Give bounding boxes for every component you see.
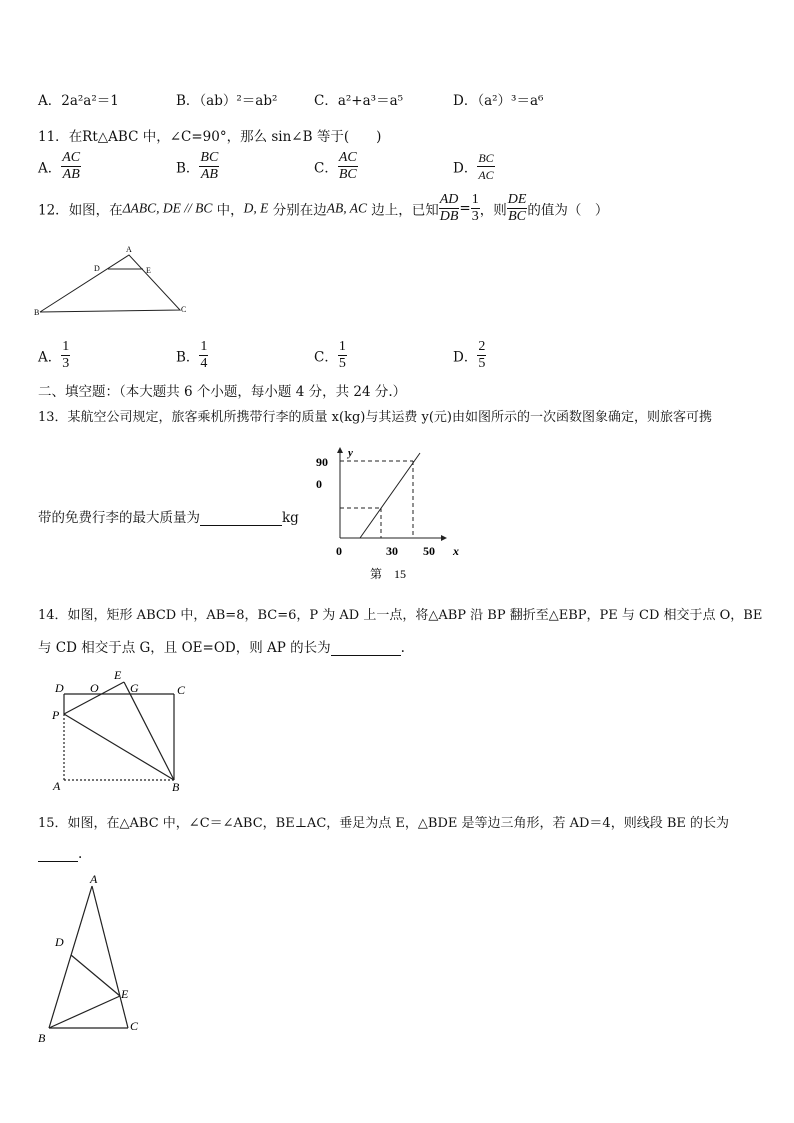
q15-label-b: B [38,1031,46,1045]
q13-x-tick-50: 50 [423,544,435,558]
q14-line1: 14．如图，矩形 ABCD 中，AB=8，BC=6，P 为 AD 上一点，将△ABP 沿 BP 翻折至△EBP，PE 与 CD 相交于点 O，BE [38,608,763,623]
q15-line1: 15．如图，在△ABC 中，∠C＝∠ABC，BE⊥AC，垂足为点 E，△BDE 是等边三角形，若 AD＝4，则线段 BE 的长为 [38,816,730,831]
q12-option-d: D． $\frac{2}{5}$ [453,339,486,371]
q14-label-a: A [53,779,61,793]
q13-x-tick-30: 30 [386,544,398,558]
q11-option-a: A． $\frac{AC}{AB}$ [38,150,81,182]
q15-label-e: E [121,987,129,1001]
q14-answer-blank [331,641,401,656]
q14-line2: 与 CD 相交于点 G，且 OE=OD，则 AP 的长为 . [38,640,405,656]
q12-triangle-figure [32,242,202,322]
q10-option-a: A．2a²a²＝1 [38,93,119,109]
section-heading: 二、填空题：（本大题共 6 个小题，每小题 4 分，共 24 分.） [38,384,407,400]
q12-option-b: B． $\frac{1}{4}$ [176,339,208,371]
q13-line2: 带的免费行李的最大质量为 kg [38,510,299,526]
q15-segment-be [49,996,120,1028]
q14-label-d: D [55,681,64,695]
q15-label-a: A [90,872,98,886]
q13-x-label: x [453,544,459,558]
q14-label-b: B [172,780,180,794]
q13-caption: 第 15 [370,567,407,581]
q10-option-c: C．a²+a³＝a⁵ [314,93,404,109]
q12-label-c: C [181,305,187,314]
q12-stem: 12．如图，在ΔABC, DE // BC 中，D, E 分别在边AB, AC 边上，已知 $\frac{AD}{DB}$ = $\frac{1}{3}$ ，则 $\frac{DE}{BC}$ 的值为（ ） [38,192,609,224]
q13-y-tick-0: 0 [316,477,322,491]
q14-rectangle-figure [44,668,194,796]
q13-y-tick-90: 90 [316,455,328,469]
q12-label-b: B [34,308,40,317]
q15-line2: . [38,846,82,862]
q13-line1: 13．某航空公司规定，旅客乘机所携带行李的质量 x(kg)与其运费 y(元)由如图所示的一次函数图象确定，则旅客可携 [38,410,712,425]
q15-segment-de [71,955,120,996]
q12-label-d: D [94,264,100,273]
q13-graph [310,442,470,587]
q10-option-d: D．（a²）³＝a⁶ [453,93,544,109]
q11-option-b: B． $\frac{BC}{AB}$ [176,150,219,182]
q14-label-e: E [114,668,122,682]
q12-option-c: C． $\frac{1}{5}$ [314,339,346,371]
q13-answer-blank [200,511,282,526]
q15-label-d: D [55,935,64,949]
q15-triangle-figure [36,870,148,1046]
q15-answer-blank [38,847,78,862]
q15-side-ab [49,886,92,1028]
q13-origin: 0 [336,544,342,558]
q14-label-c: C [177,683,186,697]
q12-triangle [40,255,180,312]
q14-label-p: P [52,708,60,722]
q15-label-c: C [130,1019,139,1033]
q10-option-b: B．（ab）²＝ab² [176,93,278,109]
q11-option-d: D． $\frac{BC}{AC}$ [453,151,494,182]
q11-option-c: C． $\frac{AC}{BC}$ [314,150,357,182]
q14-label-o: O [90,681,99,695]
q12-label-a: A [126,245,132,254]
q13-y-label: y [348,447,353,459]
q13-function-line [360,453,420,538]
q12-label-e: E [146,266,151,275]
q12-option-a: A． $\frac{1}{3}$ [38,339,70,371]
q14-label-g: G [130,681,139,695]
q11-stem: 11．在Rt△ABC 中，∠C=90°，那么 sin∠B 等于( ) [38,129,382,145]
